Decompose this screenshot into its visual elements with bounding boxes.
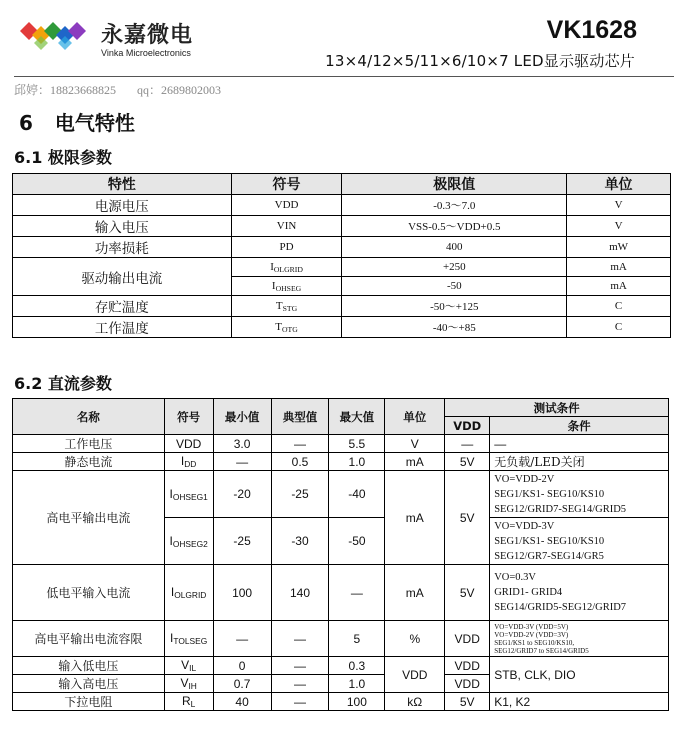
table-row (13, 237, 671, 258)
param-symbol: $I_{OHSEG2}$ (164, 518, 213, 565)
table-row (13, 195, 671, 216)
section-title (19, 107, 135, 136)
param-symbol: $I_{OHSEG}$ (231, 277, 342, 296)
col-header: 单位 (567, 174, 671, 195)
param-symbol: $T_{OTG}$ (231, 317, 342, 338)
param-name: 工作温度 (13, 317, 232, 338)
param-typ: -30 (271, 518, 329, 565)
dc-heading: 6.2 直流参数 (14, 374, 112, 393)
table-row (13, 693, 669, 711)
param-min: — (213, 621, 271, 657)
param-name: 工作电压 (13, 435, 165, 453)
param-unit: V (385, 435, 445, 453)
param-symbol: $V_{IH}$ (164, 675, 213, 693)
col-header: 名称 (13, 399, 165, 435)
col-header: 最小值 (213, 399, 271, 435)
param-typ: — (271, 621, 329, 657)
param-max: -40 (329, 471, 385, 518)
section-name: 电气特性 (54, 111, 135, 135)
table-row (13, 435, 669, 453)
param-max: 1.0 (329, 453, 385, 471)
param-symbol: $I_{OLGRID}$ (164, 565, 213, 621)
param-typ: -25 (271, 471, 329, 518)
param-symbol: $I_{OHSEG1}$ (164, 471, 213, 518)
param-unit: V (567, 216, 671, 237)
col-header: VDD (445, 417, 490, 435)
param-name: 高电平输出电流 (13, 471, 165, 565)
company-logo (19, 14, 209, 60)
param-cond: VO=VDD-3V SEG1/KS1- SEG10/KS10 SEG12/GR7-SEG14/GR5 (490, 518, 669, 565)
param-max: 100 (329, 693, 385, 711)
param-symbol: VIN (231, 216, 342, 237)
param-value: VSS-0.5～VDD+0.5 (342, 216, 567, 237)
param-unit: C (567, 296, 671, 317)
brand-name-cn: 永嘉微电 (101, 23, 194, 48)
col-header: 测试条件 (445, 399, 669, 417)
table-row (13, 296, 671, 317)
param-symbol: $I_{OLGRID}$ (231, 258, 342, 277)
param-vdd: — (445, 435, 490, 453)
section-number: 6 (19, 111, 33, 135)
param-typ: — (271, 435, 329, 453)
col-header: 特性 (13, 174, 232, 195)
contact-qq: qq：2689802003 (137, 83, 222, 97)
param-symbol: $I_{TOLSEG}$ (164, 621, 213, 657)
param-value: -50 (342, 277, 567, 296)
param-vdd: VDD (445, 621, 490, 657)
param-vdd: VDD (445, 657, 490, 675)
param-cond: STB, CLK, DIO (490, 657, 669, 693)
table-row (13, 657, 669, 675)
param-value: -50～+125 (342, 296, 567, 317)
param-unit: mA (567, 258, 671, 277)
table-row (13, 216, 671, 237)
param-value: 400 (342, 237, 567, 258)
param-min: — (213, 453, 271, 471)
col-header: 极限值 (342, 174, 567, 195)
param-unit: mA (567, 277, 671, 296)
diamond-logo-icon (19, 20, 95, 54)
param-name: 存贮温度 (13, 296, 232, 317)
param-symbol: $I_{DD}$ (164, 453, 213, 471)
param-unit: mA (385, 453, 445, 471)
param-symbol: $V_{IL}$ (164, 657, 213, 675)
chip-subtitle: 13×4/12×5/11×6/10×7 LED显示驱动芯片 (325, 52, 635, 70)
param-typ: — (271, 693, 329, 711)
param-min: -25 (213, 518, 271, 565)
param-cond: — (490, 435, 669, 453)
table-row (13, 471, 669, 518)
col-header: 符号 (164, 399, 213, 435)
param-unit: mW (567, 237, 671, 258)
col-header: 典型值 (271, 399, 329, 435)
param-typ: 0.5 (271, 453, 329, 471)
param-max: 0.3 (329, 657, 385, 675)
param-name: 驱动输出电流 (13, 258, 232, 296)
param-name: 下拉电阻 (13, 693, 165, 711)
param-value: -40～+85 (342, 317, 567, 338)
param-symbol: $T_{STG}$ (231, 296, 342, 317)
col-header: 符号 (231, 174, 342, 195)
abs-max-table (12, 173, 671, 338)
chip-model: VK1628 (546, 16, 637, 44)
param-unit: VDD (385, 657, 445, 693)
header-divider (14, 76, 674, 77)
param-vdd: VDD (445, 675, 490, 693)
table-row (13, 565, 669, 621)
abs-max-heading: 6.1 极限参数 (14, 148, 112, 167)
param-vdd: 5V (445, 453, 490, 471)
param-typ: 140 (271, 565, 329, 621)
col-header: 最大值 (329, 399, 385, 435)
param-cond: VO=VDD-2V SEG1/KS1- SEG10/KS10 SEG12/GRID7-SEG14/GRID5 (490, 471, 669, 518)
contact-line (14, 81, 239, 98)
param-min: 3.0 (213, 435, 271, 453)
param-symbol: PD (231, 237, 342, 258)
param-name: 输入电压 (13, 216, 232, 237)
param-name: 功率损耗 (13, 237, 232, 258)
param-unit: mA (385, 565, 445, 621)
table-row (13, 317, 671, 338)
param-symbol: VDD (231, 195, 342, 216)
table-row (13, 621, 669, 657)
col-header: 单位 (385, 399, 445, 435)
param-max: 5.5 (329, 435, 385, 453)
col-header: 条件 (490, 417, 669, 435)
param-name: 电源电压 (13, 195, 232, 216)
brand-name-en: Vinka Microelectronics (101, 48, 191, 58)
table-header-row (13, 174, 671, 195)
param-name: 输入低电压 (13, 657, 165, 675)
param-cond: VO=VDD-3V (VDD=5V) VO=VDD-2V (VDD=3V) SEG1/KS1 to SEG10/KS10, SEG12/GRID7 to SEG14/GRID5 (490, 621, 669, 657)
param-vdd: 5V (445, 565, 490, 621)
param-min: 0 (213, 657, 271, 675)
param-symbol: $R_L$ (164, 693, 213, 711)
param-vdd: 5V (445, 693, 490, 711)
param-value: +250 (342, 258, 567, 277)
param-name: 高电平输出电流容限 (13, 621, 165, 657)
dc-table (12, 398, 669, 711)
param-max: — (329, 565, 385, 621)
param-typ: — (271, 657, 329, 675)
param-vdd: 5V (445, 471, 490, 565)
table-row (13, 258, 671, 277)
param-symbol: VDD (164, 435, 213, 453)
param-value: -0.3～7.0 (342, 195, 567, 216)
param-cond: K1, K2 (490, 693, 669, 711)
param-min: 0.7 (213, 675, 271, 693)
param-name: 输入高电压 (13, 675, 165, 693)
param-max: -50 (329, 518, 385, 565)
table-header-row (13, 399, 669, 417)
param-unit: V (567, 195, 671, 216)
param-name: 静态电流 (13, 453, 165, 471)
table-row (13, 453, 669, 471)
param-cond: 无负载/LED关闭 (490, 453, 669, 471)
param-max: 5 (329, 621, 385, 657)
param-min: 40 (213, 693, 271, 711)
param-name: 低电平输入电流 (13, 565, 165, 621)
param-min: 100 (213, 565, 271, 621)
contact-email: 邱婷：18823668825 (14, 83, 117, 97)
param-max: 1.0 (329, 675, 385, 693)
param-unit: % (385, 621, 445, 657)
param-cond: VO=0.3V GRID1- GRID4 SEG14/GRID5-SEG12/GRID7 (490, 565, 669, 621)
param-unit: kΩ (385, 693, 445, 711)
param-min: -20 (213, 471, 271, 518)
param-typ: — (271, 675, 329, 693)
param-unit: C (567, 317, 671, 338)
param-unit: mA (385, 471, 445, 565)
